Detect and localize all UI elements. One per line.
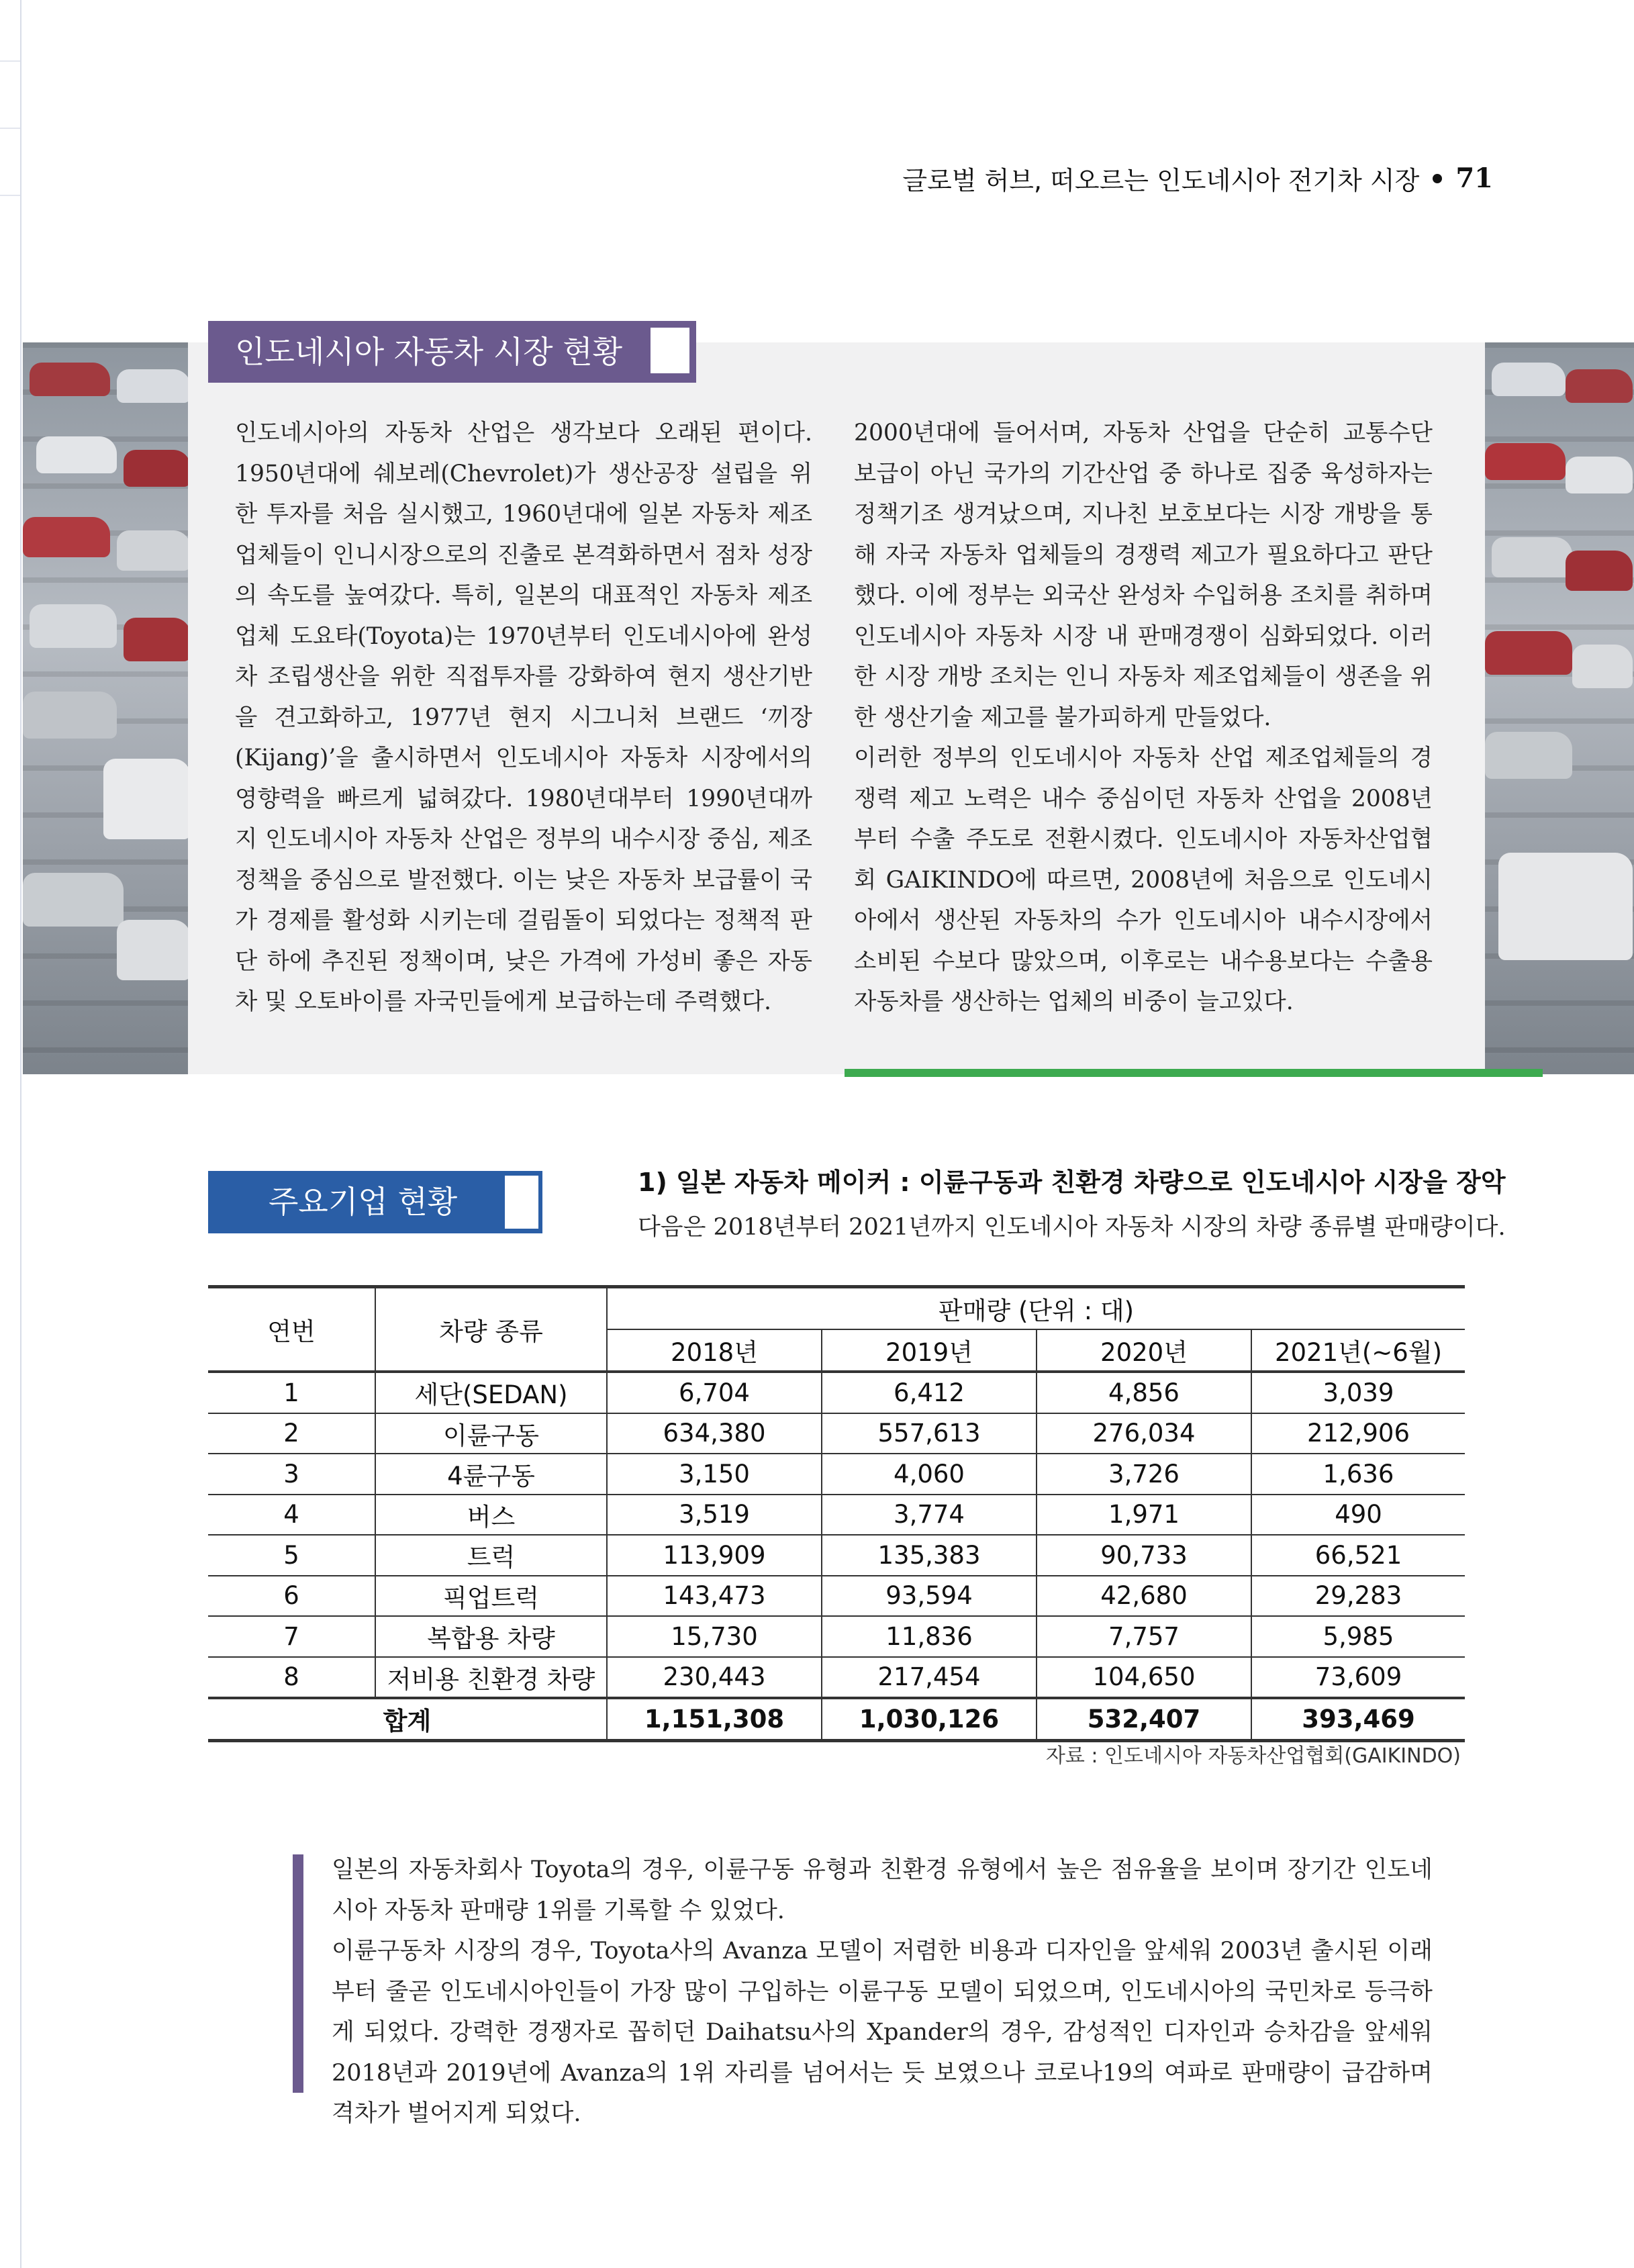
row-number-cell: 5 — [208, 1535, 375, 1576]
table-row — [208, 1576, 1465, 1617]
edge-grid-line — [0, 128, 20, 129]
header-year: 2019년 — [822, 1329, 1037, 1372]
sales-value-cell: 634,380 — [607, 1413, 822, 1454]
total-value-cell: 393,469 — [1251, 1698, 1465, 1740]
row-number-cell: 4 — [208, 1495, 375, 1535]
sales-value-cell: 3,726 — [1037, 1454, 1251, 1495]
header-year: 2020년 — [1037, 1329, 1251, 1372]
row-number-cell: 3 — [208, 1454, 375, 1495]
sales-value-cell: 7,757 — [1037, 1616, 1251, 1657]
sales-value-cell: 113,909 — [607, 1535, 822, 1576]
table-row — [208, 1657, 1465, 1699]
sales-value-cell: 276,034 — [1037, 1413, 1251, 1454]
sales-value-cell: 29,283 — [1251, 1576, 1465, 1617]
quote-accent-bar — [293, 1854, 303, 2093]
table-row — [208, 1413, 1465, 1454]
vehicle-type-cell: 버스 — [375, 1495, 607, 1535]
header-year: 2021년(~6월) — [1251, 1329, 1465, 1372]
vehicle-type-cell: 이륜구동 — [375, 1413, 607, 1454]
edge-grid-line — [0, 60, 20, 62]
vehicle-type-cell: 복합용 차량 — [375, 1616, 607, 1657]
sales-value-cell: 217,454 — [822, 1657, 1037, 1699]
sales-value-cell: 6,412 — [822, 1372, 1037, 1413]
header-year: 2018년 — [607, 1329, 822, 1372]
sales-value-cell: 5,985 — [1251, 1616, 1465, 1657]
sales-value-cell: 135,383 — [822, 1535, 1037, 1576]
sales-value-cell: 1,636 — [1251, 1454, 1465, 1495]
quote-paragraph: 일본의 자동차회사 Toyota의 경우, 이륜구동 유형과 친환경 유형에서 높은 점유율을 보이며 장기간 인도네시아 자동차 판매량 1위를 기록할 수 있었다. — [332, 1856, 1433, 1924]
header-vehicle-type: 차량 종류 — [375, 1287, 607, 1372]
sales-value-cell: 1,971 — [1037, 1495, 1251, 1535]
sales-value-cell: 90,733 — [1037, 1535, 1251, 1576]
running-title: 글로벌 허브, 떠오르는 인도네시아 전기차 시장 — [902, 166, 1420, 195]
sales-value-cell: 11,836 — [822, 1616, 1037, 1657]
sales-value-cell: 42,680 — [1037, 1576, 1251, 1617]
total-value-cell: 1,151,308 — [607, 1698, 822, 1740]
sales-value-cell: 143,473 — [607, 1576, 822, 1617]
sales-value-cell: 490 — [1251, 1495, 1465, 1535]
bullet-dot — [1433, 174, 1442, 183]
sales-value-cell: 66,521 — [1251, 1535, 1465, 1576]
vehicle-type-cell: 트럭 — [375, 1535, 607, 1576]
quote-paragraph: 이륜구동차 시장의 경우, Toyota사의 Avanza 모델이 저렴한 비용과 디자인을 앞세워 2003년 출시된 이래부터 줄곧 인도네시아인들이 가장 많이 구입하는 이륜구동 모델이 되었으며, 인도네시아의 국민차로 등극하게 되었다. 강력한 경쟁자로 꼽히던 Daihatsu사의 Xpander의 경우, 감성적인 디자인과 승차감을 앞세워 2018년과 2019년에 Avanza의 1위 자리를 넘어서는 듯 보였으나 코로나19의 여파로 판매량이 급감하며 격차가 벌어지게 되었다. — [332, 1938, 1433, 2127]
row-number-cell: 1 — [208, 1372, 375, 1413]
vehicle-type-cell: 픽업트럭 — [375, 1576, 607, 1617]
market-section-title: 인도네시아 자동차 시장 현황 — [208, 321, 696, 383]
sales-value-cell: 104,650 — [1037, 1657, 1251, 1699]
table-row — [208, 1535, 1465, 1576]
sales-value-cell: 4,856 — [1037, 1372, 1251, 1413]
green-accent-bar — [845, 1069, 1543, 1077]
row-number-cell: 6 — [208, 1576, 375, 1617]
table-row — [208, 1372, 1465, 1413]
sales-value-cell: 3,774 — [822, 1495, 1037, 1535]
sales-value-cell: 73,609 — [1251, 1657, 1465, 1699]
running-header — [902, 160, 1493, 197]
row-number-cell: 2 — [208, 1413, 375, 1454]
vehicle-type-cell: 4륜구동 — [375, 1454, 607, 1495]
total-value-cell: 532,407 — [1037, 1698, 1251, 1740]
parked-cars-photo-right — [1485, 342, 1634, 1074]
page-edge-line — [20, 0, 21, 2268]
sales-value-cell: 230,443 — [607, 1657, 822, 1699]
sales-value-cell: 15,730 — [607, 1616, 822, 1657]
title-square-ornament — [649, 326, 691, 375]
sales-value-cell: 3,150 — [607, 1454, 822, 1495]
summary-quote — [332, 1850, 1433, 2134]
table-row — [208, 1616, 1465, 1657]
header-no: 연번 — [208, 1287, 375, 1372]
sales-value-cell: 3,519 — [607, 1495, 822, 1535]
sales-value-cell: 6,704 — [607, 1372, 822, 1413]
vehicle-type-cell: 저비용 친환경 차량 — [375, 1657, 607, 1699]
market-text-right-column — [854, 413, 1433, 1023]
row-number-cell: 7 — [208, 1616, 375, 1657]
vehicle-sales-table — [208, 1285, 1465, 1742]
vehicle-type-cell: 세단(SEDAN) — [375, 1372, 607, 1413]
total-value-cell: 1,030,126 — [822, 1698, 1037, 1740]
title-square-ornament — [505, 1176, 538, 1229]
sales-value-cell: 93,594 — [822, 1576, 1037, 1617]
company-section-title: 주요기업 현황 — [208, 1171, 542, 1233]
page-number: 71 — [1455, 162, 1493, 194]
table-total-row — [208, 1698, 1465, 1740]
sales-value-cell: 4,060 — [822, 1454, 1037, 1495]
table-row — [208, 1495, 1465, 1535]
sales-value-cell: 557,613 — [822, 1413, 1037, 1454]
market-paragraph: 이러한 정부의 인도네시아 자동차 산업 제조업체들의 경쟁력 제고 노력은 내수 중심이던 자동차 산업을 2008년부터 수출 주도로 전환시켰다. 인도네시아 자동차산업협회 GAIKINDO에 따르면, 2008년에 처음으로 인도네시아에서 생산된 자동차의 수가 인도네시아 내수시장에서 소비된 수보다 많았으며, 이후로는 내수용보다는 수출용 자동차를 생산하는 업체의 비중이 늘고있다. — [854, 745, 1433, 1015]
company-subheading: 1) 일본 자동차 메이커 : 이륜구동과 친환경 차량으로 인도네시아 시장을 장악 — [638, 1168, 1506, 1197]
market-text-left-column: 인도네시아의 자동차 산업은 생각보다 오래된 편이다. 1950년대에 쉐보레(Chevrolet)가 생산공장 설립을 위한 투자를 처음 실시했고, 1960년대에 일본 자동차 제조업체들이 인니시장으로의 진출로 본격화하면서 점차 성장의 속도를 높여갔다. 특히, 일본의 대표적인 자동차 제조업체 도요타(Toyota)는 1970년부터 인도네시아에 완성차 조립생산을 위한 직접투자를 강화하여 현지 생산기반을 견고화하고, 1977년 현지 시그니처 브랜드 ‘끼장(Kijang)’을 출시하면서 인도네시아 자동차 시장에서의 영향력을 빠르게 넓혀갔다. 1980년대부터 1990년대까지 인도네시아 자동차 산업은 정부의 내수시장 중심, 제조정책을 중심으로 발전했다. 이는 낮은 자동차 보급률이 국가 경제를 활성화 시키는데 걸림돌이 되었다는 정책적 판단 하에 추진된 정책이며, 낮은 가격에 가성비 좋은 자동차 및 오토바이를 자국민들에게 보급하는데 주력했다. — [235, 420, 812, 1015]
sales-value-cell: 212,906 — [1251, 1413, 1465, 1454]
table-source: 자료 : 인도네시아 자동차산업협회(GAIKINDO) — [1045, 1744, 1461, 1768]
sales-value-cell: 3,039 — [1251, 1372, 1465, 1413]
edge-grid-line — [0, 195, 20, 196]
parked-cars-photo-left — [23, 342, 188, 1074]
row-number-cell: 8 — [208, 1657, 375, 1699]
table-row — [208, 1454, 1465, 1495]
total-label-cell: 합계 — [208, 1698, 607, 1740]
header-sales: 판매량 (단위 : 대) — [607, 1287, 1465, 1330]
table-description: 다음은 2018년부터 2021년까지 인도네시아 자동차 시장의 차량 종류별 판매량이다. — [638, 1214, 1506, 1241]
market-paragraph: 2000년대에 들어서며, 자동차 산업을 단순히 교통수단 보급이 아닌 국가의 기간산업 중 하나로 집중 육성하자는 정책기조 생겨났으며, 지나친 보호보다는 시장 개방을 통해 자국 자동차 업체들의 경쟁력 제고가 필요하다고 판단했다. 이에 정부는 외국산 완성차 수입허용 조치를 취하며 인도네시아 자동차 시장 내 판매경쟁이 심화되었다. 이러한 시장 개방 조치는 인니 자동차 제조업체들이 생존을 위한 생산기술 제고를 불가피하게 만들었다. — [854, 420, 1433, 731]
